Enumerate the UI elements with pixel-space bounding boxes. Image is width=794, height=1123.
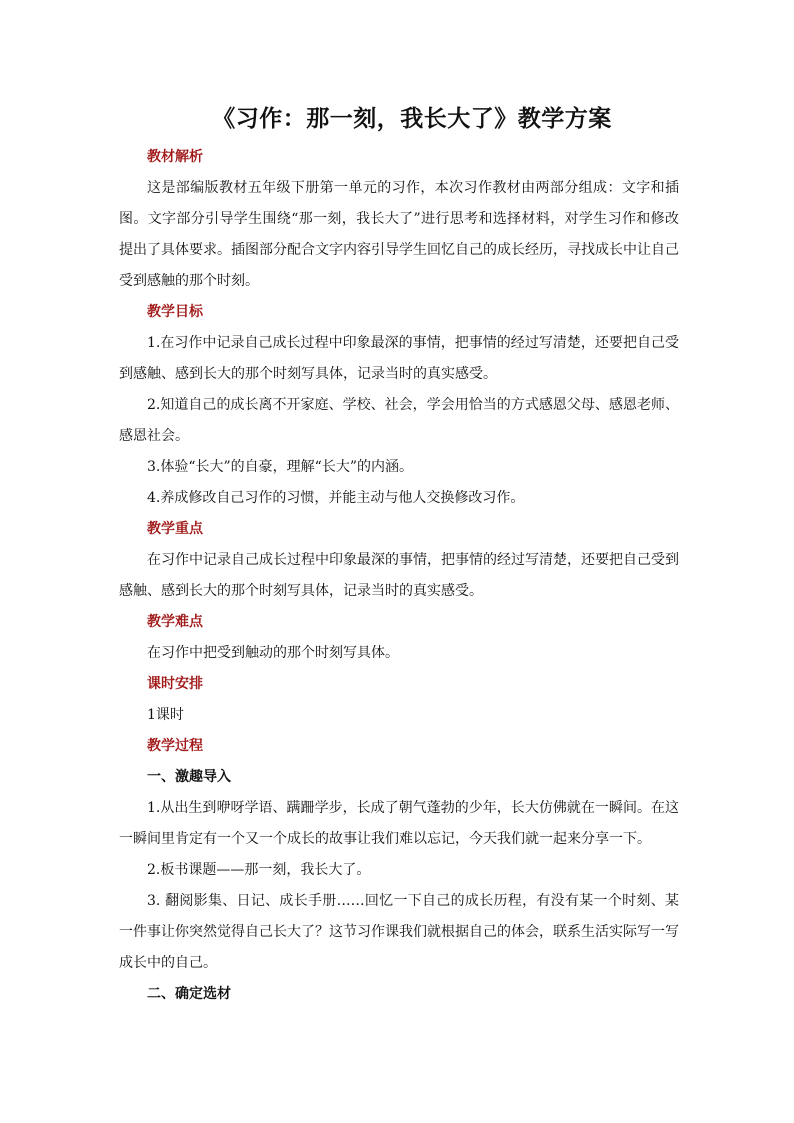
goal-item-2: 2.知道自己的成长离不开家庭、学校、社会，学会用恰当的方式感恩父母、感恩老师、感恩社会。 <box>119 397 679 444</box>
section-heading-process: 教学过程 <box>147 738 203 754</box>
process-part1-item-3: 3. 翻阅影集、日记、成长手册……回忆一下自己的成长历程，有没有某一个时刻、某一件事让你突然觉得自己长大了？这节习作课我们就根据自己的体会，联系生活实际写一写成长中的自己。 <box>119 893 679 971</box>
difficulties-paragraph: 在习作中把受到触动的那个时刻写具体。 <box>147 645 399 661</box>
section-heading-key-points: 教学重点 <box>147 521 203 537</box>
process-part1-item-2: 2.板书课题——那一刻，我长大了。 <box>147 862 371 878</box>
section-heading-schedule: 课时安排 <box>147 676 203 692</box>
process-part2-heading: 二、确定选材 <box>147 986 231 1002</box>
schedule-paragraph: 1课时 <box>147 707 184 723</box>
goal-item-1: 1.在习作中记录自己成长过程中印象最深的事情，把事情的经过写清楚，还要把自己受到感触、感到长大的那个时刻写具体，记录当时的真实感受。 <box>119 335 679 382</box>
document-body <box>119 142 679 1010</box>
goal-item-4: 4.养成修改自己习作的习惯，并能主动与他人交换修改习作。 <box>147 490 525 506</box>
process-part1-item-1: 1.从出生到咿呀学语、蹒跚学步，长成了朝气蓬勃的少年，长大仿佛就在一瞬间。在这一瞬间里肯定有一个又一个成长的故事让我们难以忘记，今天我们就一起来分享一下。 <box>119 800 679 847</box>
key-points-paragraph: 在习作中记录自己成长过程中印象最深的事情，把事情的经过写清楚，还要把自己受到感触、感到长大的那个时刻写具体，记录当时的真实感受。 <box>119 552 679 599</box>
process-part1-heading: 一、激趣导入 <box>147 769 231 785</box>
analysis-paragraph: 这是部编版教材五年级下册第一单元的习作，本次习作教材由两部分组成：文字和插图。文字部分引导学生围绕“那一刻，我长大了”进行思考和选择材料，对学生习作和修改提出了具体要求。插图部分配合文字内容引导学生回忆自己的成长经历，寻找成长中让自己受到感触的那个时刻。 <box>119 180 679 289</box>
goal-item-3: 3.体验“长大”的自豪，理解“长大”的内涵。 <box>147 459 413 475</box>
section-heading-difficulties: 教学难点 <box>147 614 203 630</box>
document-title: 《习作：那一刻，我长大了》教学方案 <box>212 105 612 132</box>
section-heading-goals: 教学目标 <box>147 304 203 320</box>
section-heading-analysis: 教材解析 <box>147 149 203 165</box>
